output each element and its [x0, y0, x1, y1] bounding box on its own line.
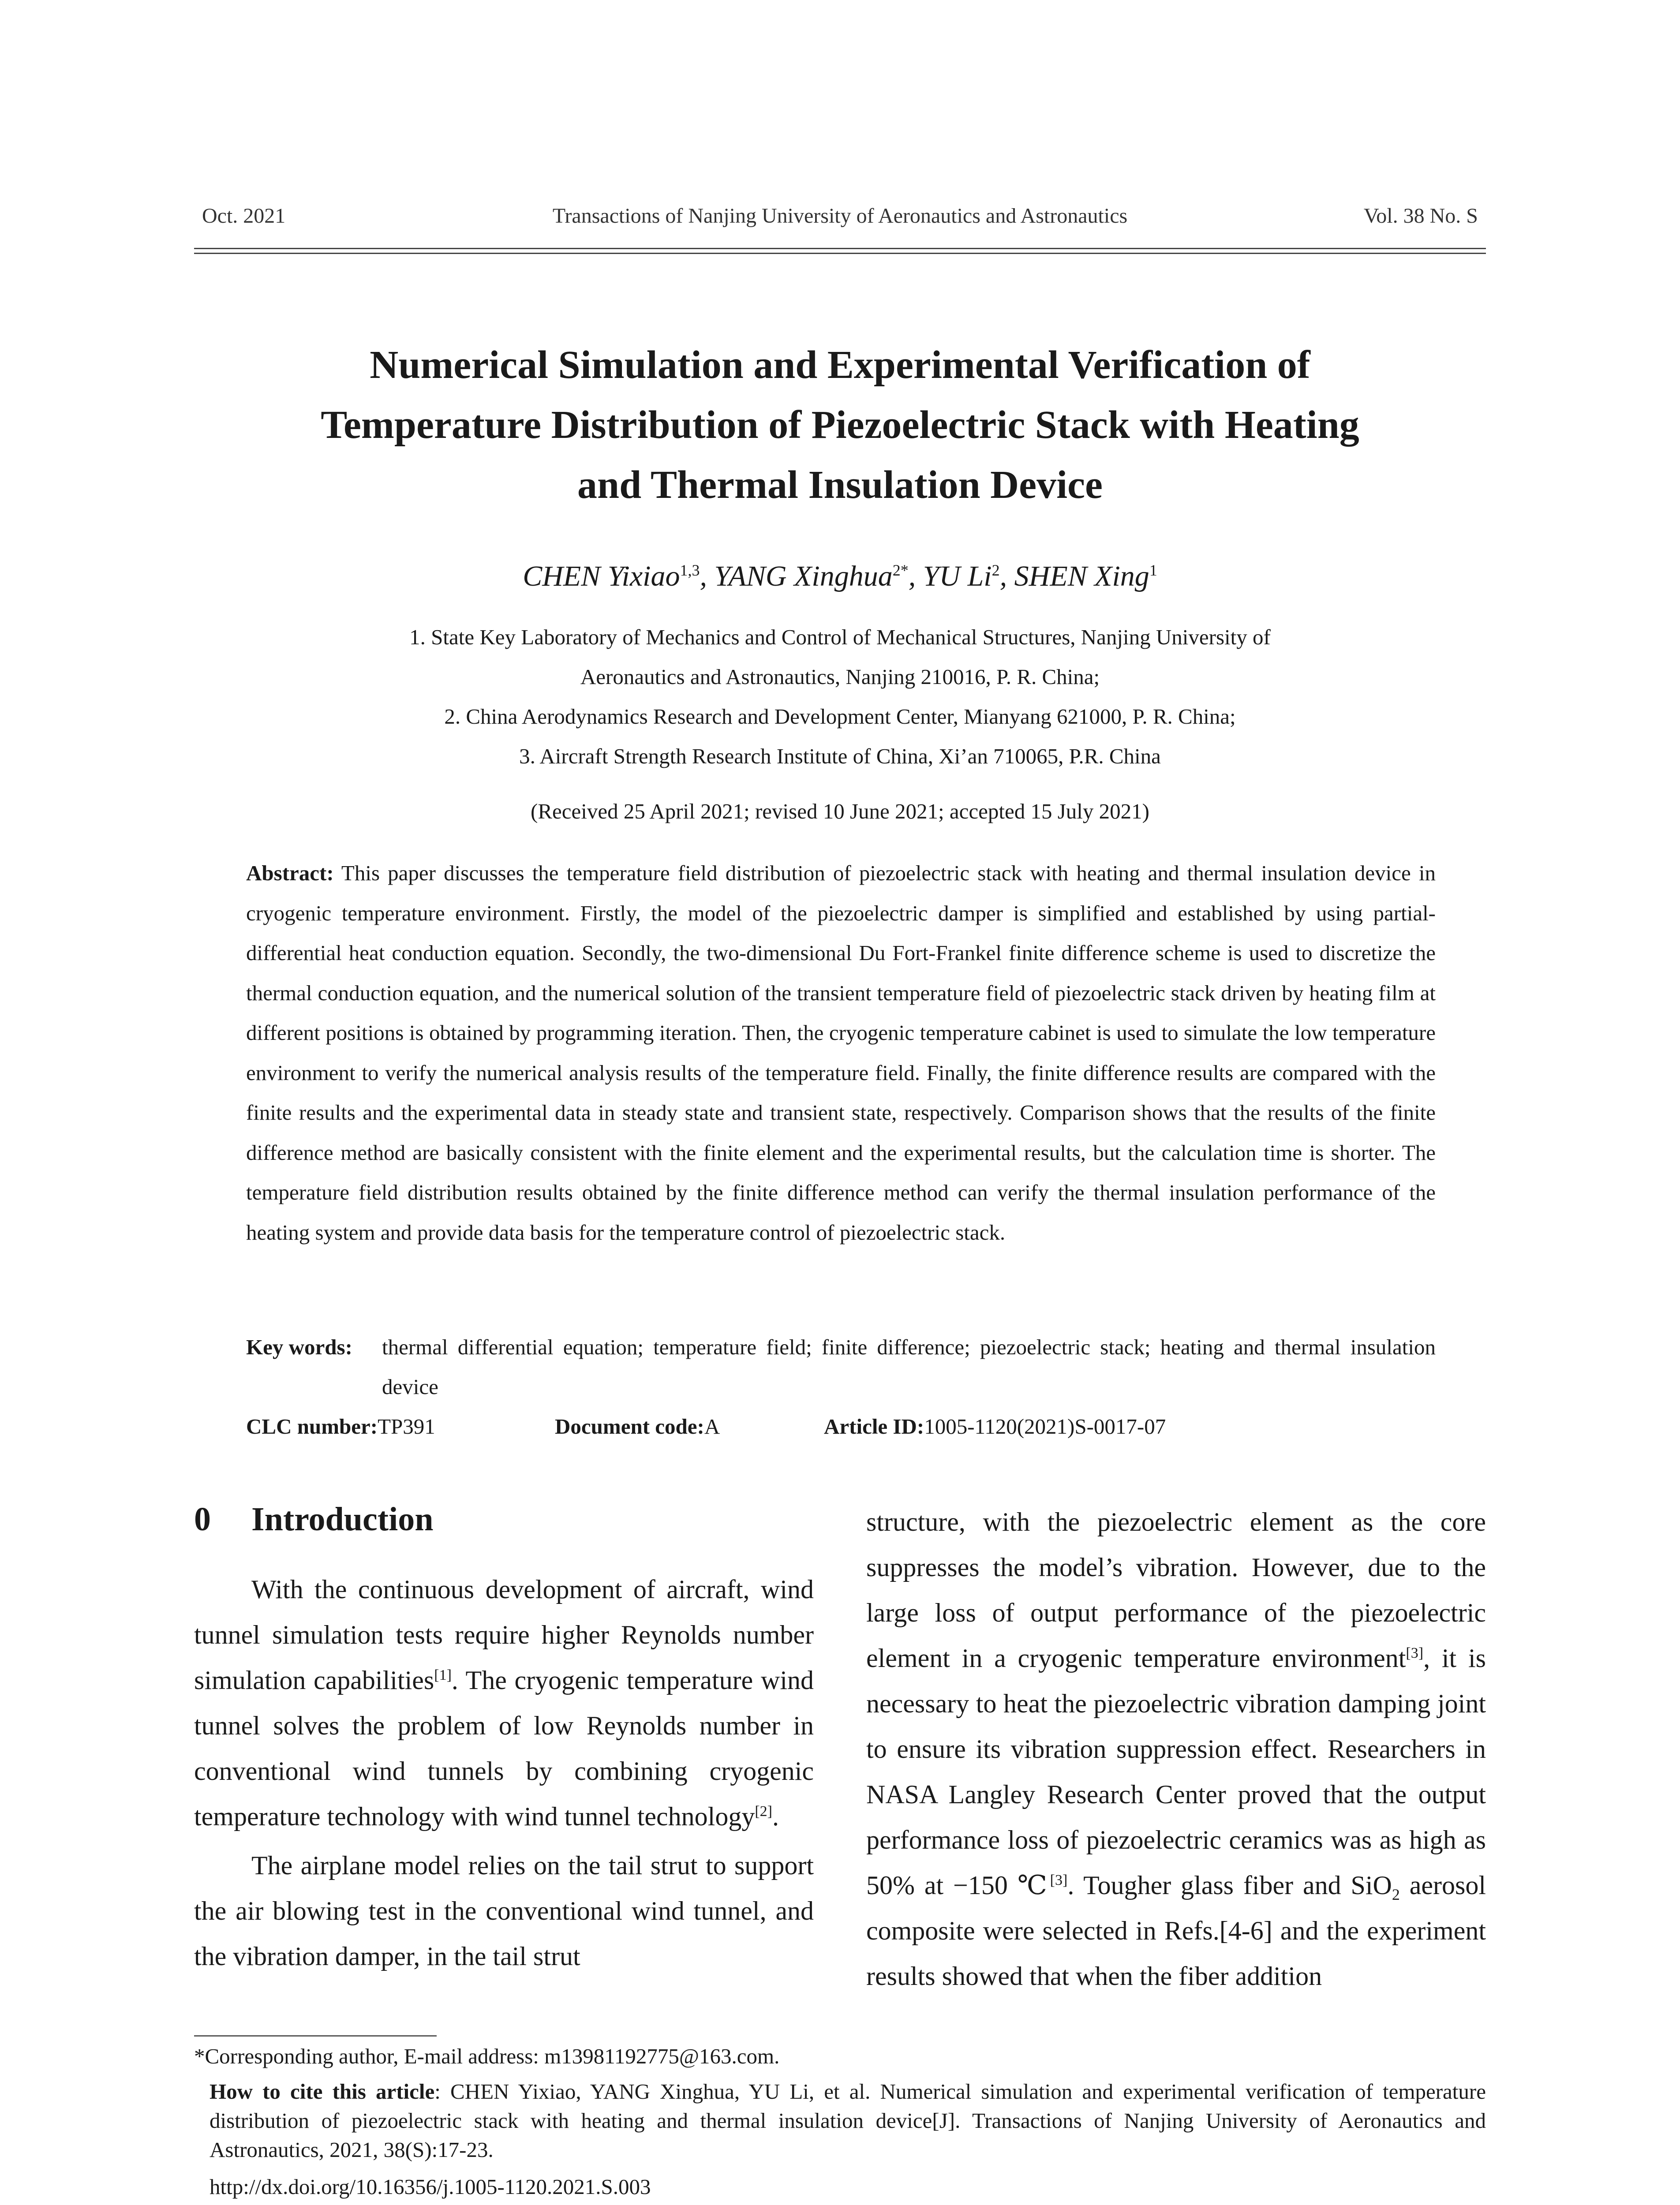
author-separator: ,: [908, 560, 923, 592]
body-text: . Tougher glass fiber and SiO: [1067, 1871, 1392, 1900]
author-separator: ,: [700, 560, 715, 592]
running-header: [194, 204, 1486, 235]
citation-ref: [3]: [1050, 1872, 1068, 1888]
paper-title: [194, 335, 1486, 515]
author-name: CHEN Yixiao: [523, 560, 680, 592]
article-id-value: 1005-1120(2021)S-0017-07: [924, 1414, 1166, 1439]
title-line-2: Temperature Distribution of Piezoelectric Stack with Heating: [321, 403, 1359, 447]
title-line-3: and Thermal Insulation Device: [577, 463, 1103, 507]
affiliation-line: Aeronautics and Astronautics, Nanjing 210016, P. R. China;: [580, 665, 1100, 689]
author-affiliation-mark: 2*: [892, 561, 909, 579]
affiliation-line: 1. State Key Laboratory of Mechanics and Control of Mechanical Structures, Nanjing University of: [409, 625, 1271, 649]
body-text: . The cryogenic temperature wind tunnel solves the problem of low Reynolds number in conventional wind tunnels by combining cryogenic temperature technology with wind tunnel technology: [194, 1666, 814, 1831]
author-affiliation-mark: 2: [992, 561, 1000, 579]
body-column-right: [866, 1499, 1486, 1999]
affiliation-line: 2. China Aerodynamics Research and Development Center, Mianyang 621000, P. R. China;: [444, 704, 1236, 729]
author-affiliation-mark: 1: [1149, 561, 1157, 579]
abstract: [246, 853, 1436, 1252]
clc-label: CLC number:: [246, 1414, 378, 1439]
citation-ref: [1]: [434, 1667, 452, 1683]
author-separator: ,: [999, 560, 1014, 592]
document-code: [555, 1409, 720, 1444]
body-text: With the continuous development of aircraft, wind tunnel simulation tests require higher Reynolds number simulation capabilities: [194, 1575, 814, 1695]
clc-number: [246, 1409, 435, 1444]
footnotes: [194, 2042, 1486, 2201]
body-paragraph: [866, 1499, 1486, 1999]
author-list: [194, 557, 1486, 596]
header-date: Oct. 2021: [202, 204, 286, 228]
affiliation-list: [309, 617, 1371, 776]
body-text: aerosol composite were selected in Refs.[4-6] and the experiment results showed that when the fiber addition: [866, 1871, 1486, 1991]
citation-label: How to cite this article: [210, 2079, 435, 2104]
article-id: [824, 1409, 1166, 1444]
citation-note: [210, 2077, 1486, 2164]
abstract-label: Abstract:: [246, 861, 334, 885]
section-heading: [194, 1497, 814, 1541]
author-name: SHEN Xing: [1014, 560, 1149, 592]
citation-ref: [2]: [755, 1803, 772, 1820]
keywords-label: Key words:: [246, 1335, 352, 1359]
body-paragraph: [194, 1567, 814, 1839]
body-column-left: [194, 1497, 814, 1979]
doc-code-value: A: [704, 1414, 720, 1439]
header-double-rule: [194, 248, 1486, 254]
article-id-label: Article ID:: [824, 1414, 924, 1439]
chemical-subscript: 2: [1392, 1886, 1400, 1903]
body-text: .: [772, 1802, 779, 1831]
header-journal: Transactions of Nanjing University of Aeronautics and Astronautics: [552, 204, 1128, 228]
body-text: , it is necessary to heat the piezoelectric vibration damping joint to ensure its vibration suppression effect. Researchers in NASA Langley Research Center proved that the output performance loss of piezoelectric ceramics was as high as 50% at −150 ℃: [866, 1644, 1486, 1900]
section-number: 0: [194, 1501, 211, 1538]
section-title: Introduction: [251, 1501, 434, 1538]
doc-code-label: Document code:: [555, 1414, 704, 1439]
author-name: YANG Xinghua: [714, 560, 893, 592]
doi-link[interactable]: http://dx.doi.org/10.16356/j.1005-1120.2021.S.003: [210, 2175, 651, 2199]
author-affiliation-mark: 1,3: [680, 561, 700, 579]
keywords-text: thermal differential equation; temperature field; finite difference; piezoelectric stack; heating and thermal insulation device: [382, 1335, 1436, 1399]
footnote-rule: [194, 2035, 437, 2037]
clc-value: TP391: [378, 1414, 435, 1439]
received-dates: (Received 25 April 2021; revised 10 June 2021; accepted 15 July 2021): [531, 799, 1149, 823]
citation-text: : CHEN Yixiao, YANG Xinghua, YU Li, et al. Numerical simulation and experimental verification of temperature distribution of piezoelectric stack with heating and thermal insulation device[J]. Transactions of Nanjing University of Aeronautics and Astronautics, 2021, 38(S):17-23.: [210, 2079, 1486, 2162]
corresponding-author-note: *Corresponding author, E-mail address: m13981192775@163.com.: [194, 2044, 780, 2068]
title-line-1: Numerical Simulation and Experimental Verification of: [370, 343, 1310, 387]
author-name: YU Li: [923, 560, 992, 592]
keywords: [246, 1327, 1436, 1407]
body-text: structure, with the piezoelectric element as the core suppresses the model’s vibration. However, due to the large loss of output performance of the piezoelectric element in a cryogenic temperature environment: [866, 1507, 1486, 1673]
citation-ref: [3]: [1406, 1645, 1424, 1661]
header-volume: Vol. 38 No. S: [1363, 204, 1478, 228]
abstract-text: This paper discusses the temperature field distribution of piezoelectric stack with heating and thermal insulation device in cryogenic temperature environment. Firstly, the model of the piezoelectric damper is simplified and established by using partial-differential heat conduction equation. Secondly, the two-dimensional Du Fort-Frankel finite difference scheme is used to discretize the thermal conduction equation, and the numerical solution of the transient temperature field of piezoelectric stack driven by heating film at different positions is obtained by programming iteration. Then, the cryogenic temperature cabinet is used to simulate the low temperature environment to verify the numerical analysis results of the temperature field. Finally, the finite difference results are compared with the finite results and the experimental data in steady state and transient state, respectively. Comparison shows that the results of the finite difference method are basically consistent with the finite element and the experimental results, but the calculation time is shorter. The temperature field distribution results obtained by the finite difference method can verify the thermal insulation performance of the heating system and provide data basis for the temperature control of piezoelectric stack.: [246, 861, 1436, 1245]
body-paragraph: The airplane model relies on the tail strut to support the air blowing test in the conventional wind tunnel, and the vibration damper, in the tail strut: [194, 1851, 814, 1971]
affiliation-line: 3. Aircraft Strength Research Institute of China, Xi’an 710065, P.R. China: [519, 744, 1161, 768]
